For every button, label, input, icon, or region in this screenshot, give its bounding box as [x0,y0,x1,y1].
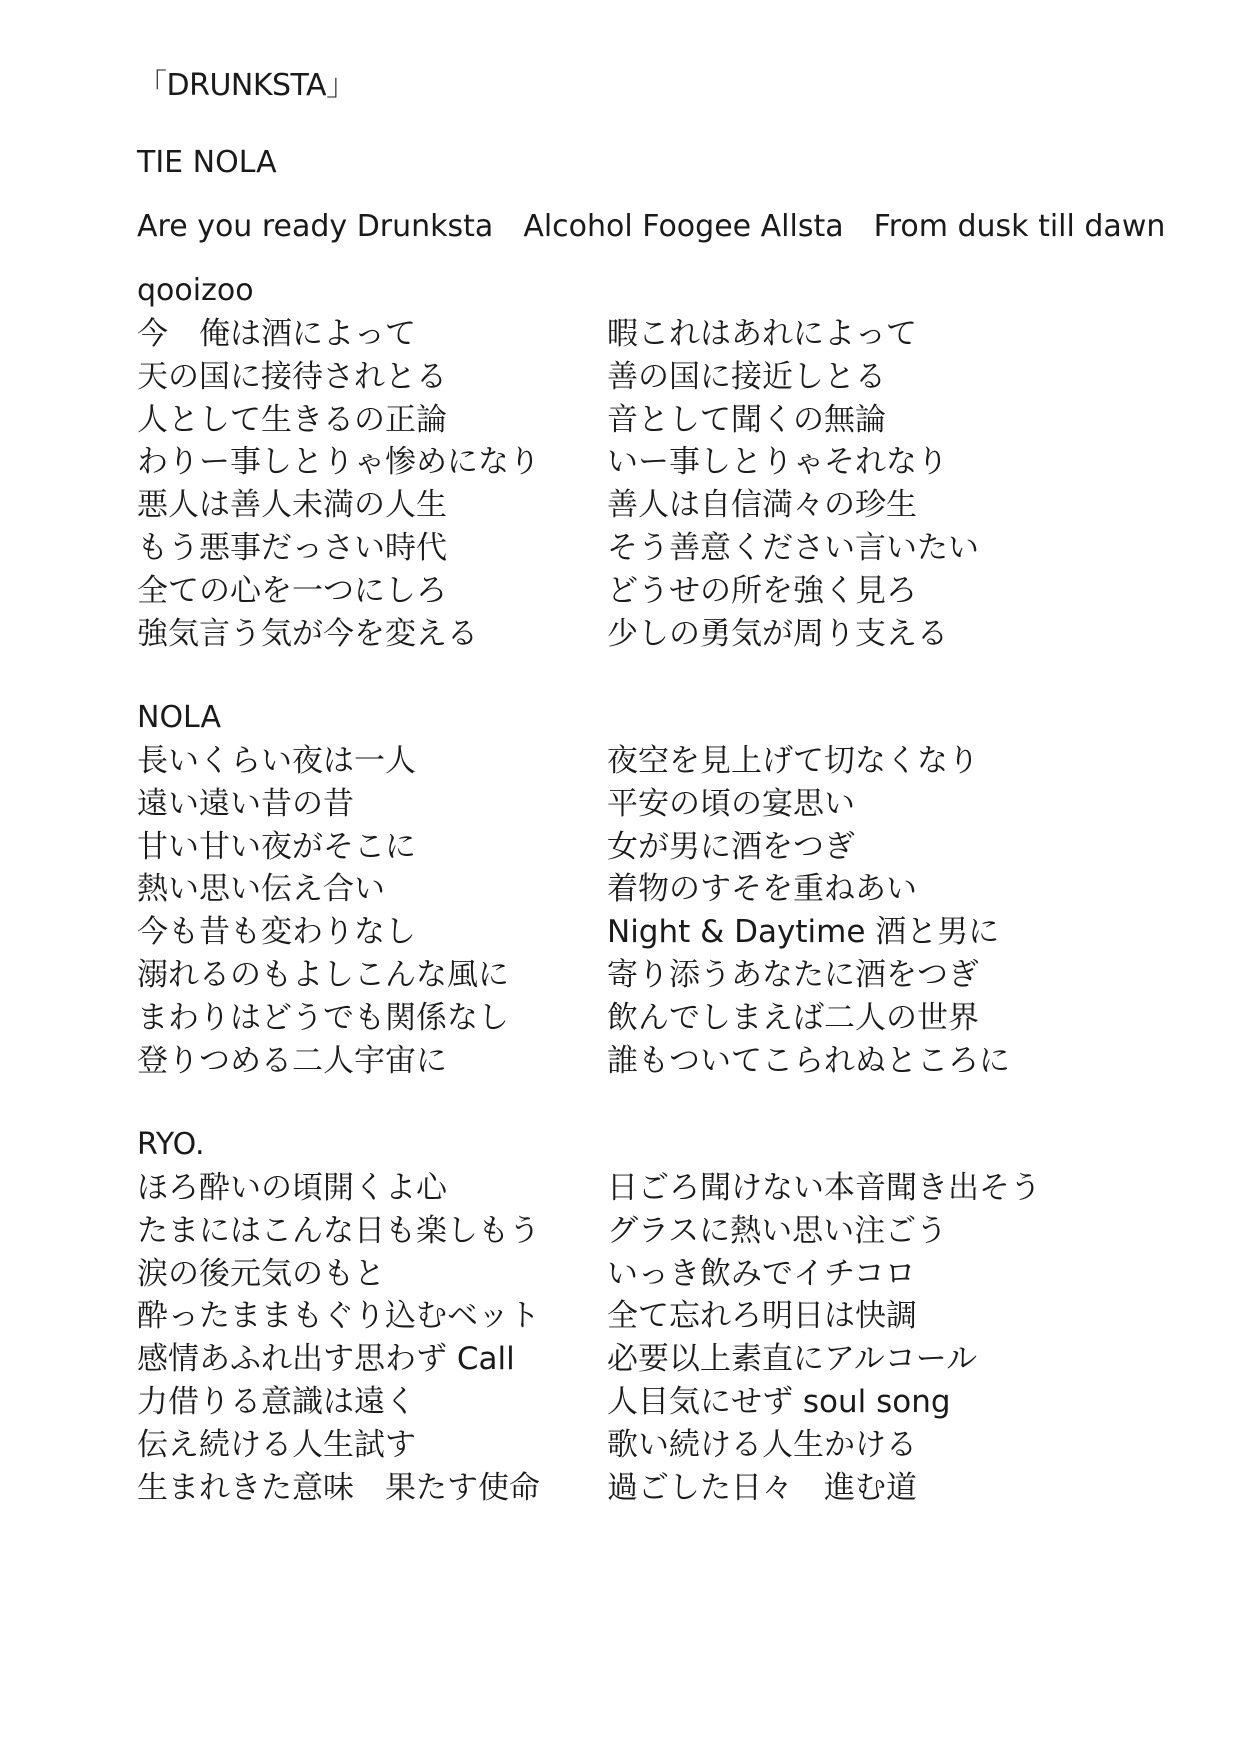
lyric-line-right: いー事しとりゃそれなり [607,444,948,481]
lyric-line-left: 感情あふれ出す思わず Call [137,1341,515,1378]
song-title: 「DRUNKSTA」 [137,68,356,103]
lyric-line-right: 過ごした日々 進む道 [607,1469,917,1506]
lyric-line-right: 寄り添うあなたに酒をつぎ [607,957,979,993]
lyric-line-right: 暇これはあれによって [607,316,917,352]
lyric-line-right: 飲んでしまえば二人の世界 [607,999,979,1036]
lyric-line-right: 日ごろ聞けない本音聞き出そう [607,1170,1041,1206]
intro-line [137,203,1195,251]
lyric-line-right: 平安の頃の宴思い [607,785,855,822]
lyric-line-left: 涙の後元気のもと [137,1255,385,1292]
lyric-line-left: 甘い甘い夜がそこに [137,828,416,865]
lyric-line-left: 長いくらい夜は一人 [137,743,416,779]
section-artist: RYO. [137,1127,205,1162]
lyric-line-left: 酔ったままもぐり込むベット [137,1298,540,1335]
lyric-line-right: 誰もついてこられぬところに [607,1042,1010,1079]
intro-artist: TIE NOLA [137,145,277,180]
lyric-line-right: 善人は自信満々の珍生 [607,487,917,524]
lyric-line-right: 夜空を見上げて切なくなり [607,743,979,779]
lyric-line-right: どうせの所を強く見ろ [607,572,917,609]
lyric-line-left: 熱い思い伝え合い [137,871,385,908]
lyric-line-left: もう悪事だっさい時代 [137,530,447,566]
lyric-line-right: 人目気にせず soul song [607,1384,951,1420]
lyric-line-left: 登りつめる二人宇宙に [137,1042,447,1079]
lyric-line-left: 人として生きるの正論 [137,401,447,438]
lyric-line-left: 生まれきた意味 果たす使命 [137,1469,540,1506]
lyric-line-right: 着物のすそを重ねあい [607,871,917,908]
lyric-line-right: いっき飲みでイチコロ [607,1255,916,1292]
lyric-line-left: 今 俺は酒によって [137,316,416,352]
lyric-line-right: 音として聞くの無論 [607,401,886,438]
lyric-line-left: まわりはどうでも関係なし [137,999,509,1036]
lyric-line-left: 全ての心を一つにしろ [137,572,447,609]
lyric-line-left: ほろ酔いの頃開くよ心 [137,1170,447,1206]
lyric-line-right: 歌い続ける人生かける [607,1426,917,1463]
lyric-line-right: Night & Daytime 酒と男に [607,914,1000,951]
lyric-line-right: 女が男に酒をつぎ [607,828,855,865]
lyric-line-left: 悪人は善人未満の人生 [137,487,447,524]
lyric-line-right: 必要以上素直にアルコール [607,1341,978,1378]
lyric-line-left: 溺れるのもよしこんな風に [137,957,509,993]
lyric-line-left: たまにはこんな日も楽しもう [137,1212,540,1249]
section-artist: qooizoo [137,273,254,308]
lyric-line-right: 善の国に接近しとる [607,358,886,395]
intro-phrase: Alcohol Foogee Allsta [523,209,844,244]
lyric-line-left: 天の国に接待されとる [137,358,447,395]
lyric-line-right: そう善意ください言いたい [607,530,979,566]
lyric-line-left: 伝え続ける人生試す [137,1426,416,1463]
lyric-line-right: 全て忘れろ明日は快調 [607,1298,917,1335]
lyric-line-left: 遠い遠い昔の昔 [137,785,354,822]
lyric-line-right: 少しの勇気が周り支える [607,615,948,652]
lyric-line-left: わりー事しとりゃ惨めになり [137,444,540,481]
lyric-line-left: 力借りる意識は遠く [137,1384,416,1420]
section-artist: NOLA [137,700,221,735]
intro-phrase: Are you ready Drunksta [137,209,494,244]
lyric-line-left: 今も昔も変わりなし [137,914,416,951]
intro-phrase: From dusk till dawn [873,209,1166,244]
lyric-line-right: グラスに熱い思い注ごう [607,1212,948,1249]
lyric-line-left: 強気言う気が今を変える [137,615,478,652]
